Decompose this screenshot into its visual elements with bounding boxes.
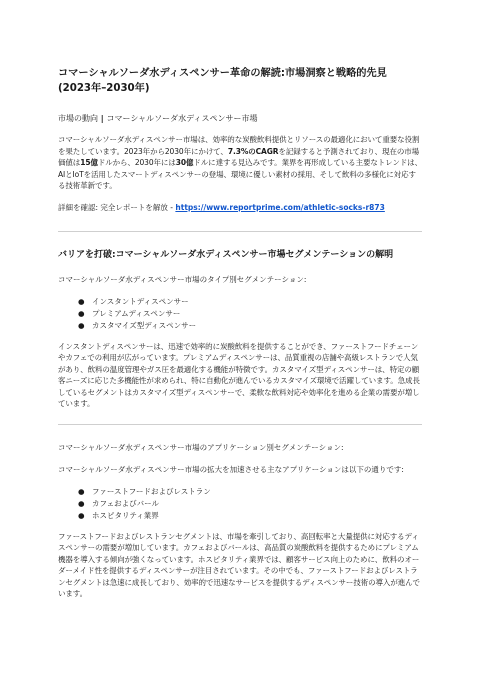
intro-text-3: ドルから、2030年には (97, 158, 176, 167)
page-title: コマーシャルソーダ水ディスペンサー革命の解読:市場洞察と戦略的先見 (2023年–2030年) (58, 68, 387, 94)
segmentation-section-title: バリアを打破:コマーシャルソーダ水ディスペンサー市場セグメンテーションの解明 (58, 249, 394, 260)
list-item-label: インスタントディスペンサー (92, 296, 189, 306)
bullet-icon: ● (78, 320, 85, 330)
list-item-label: カフェおよびバール (92, 498, 159, 508)
heading-separator: | (98, 114, 107, 123)
list-item (78, 486, 422, 498)
bullet-icon: ● (78, 510, 85, 520)
bullet-icon: ● (78, 498, 85, 508)
intro-cagr: 7.3%のCAGR (227, 146, 279, 156)
details-line (58, 202, 422, 213)
application-list (58, 486, 422, 522)
intro-current-value: 15億 (80, 158, 98, 167)
type-list (58, 296, 422, 332)
list-item (78, 308, 422, 320)
heading-part-1: 市場の動向 (58, 114, 98, 123)
market-heading (58, 113, 422, 124)
intro-future-value: 30億 (175, 158, 194, 167)
list-item-label: ホスピタリティ業界 (92, 510, 159, 520)
bullet-icon: ● (78, 296, 85, 306)
list-item (78, 498, 422, 510)
list-item-label: カスタマイズ型ディスペンサー (92, 320, 197, 330)
bullet-icon: ● (78, 486, 85, 496)
bullet-icon: ● (78, 308, 85, 318)
intro-text-4: ドルに達する見込みです。業界を再形成している主要なトレンドは、AIとIoTを活用したスマートディスペンサーの登場、環境に優しい素材の採用、そして飲料の多様化に対応する技術革新です。 (58, 158, 422, 190)
list-item-label: ファーストフードおよびレストラン (92, 486, 211, 496)
list-item (78, 296, 422, 308)
report-link[interactable]: https://www.reportprime.com/athletic-socks-r873 (175, 202, 385, 212)
type-segmentation-subtitle: コマーシャルソーダ水ディスペンサー市場のタイプ別セグメンテーション: (58, 274, 307, 284)
application-paragraph: ファーストフードおよびレストランセグメントは、市場を牽引しており、高回転率と大量提供に対応するディスペンサーの需要が増加しています。カフェおよびバールは、高品質の炭酸飲料を提供するためにプレミアム機器を導入する傾向が強くなっています。ホスピタリティ業界では、顧客サービス向上のために、飲料のオーダーメイド性を提供するディスペンサーが注目されています。その中でも、ファーストフードおよびレストランセグメントは急速に成長しており、効率的で迅速なサービスを提供するディスペンサー技術の導入が進んでいます。 (58, 531, 420, 598)
list-item (78, 320, 422, 332)
list-item (78, 510, 422, 522)
application-section-title: コマーシャルソーダ水ディスペンサー市場のアプリケーション別セグメンテーション: (58, 442, 344, 452)
divider (58, 424, 422, 425)
list-item-label: プレミアムディスペンサー (92, 308, 181, 318)
heading-part-2: コマーシャルソーダ水ディスペンサー市場 (106, 114, 258, 123)
type-paragraph: インスタントディスペンサーは、迅速で効率的に炭酸飲料を提供することができ、ファーストフードチェーンやカフェでの利用が広がっています。プレミアムディスペンサーは、品質重視の店舗や高級レストランで人気があり、飲料の温度管理やガス圧を最適化する機能が特徴です。カスタマイズ型ディスペンサーは、特定の顧客ニーズに応じた多機能性が求められ、特に自動化が進んでいるカスタマイズ環境で活躍しています。急成長しているセグメントはカスタマイズ型ディスペンサーで、柔軟な飲料対応や効率化を進める企業の需要が増しています。 (58, 341, 420, 408)
intro-paragraph (58, 134, 422, 192)
details-label: 詳細を確認: 完全レポートを解放 - (58, 202, 176, 212)
intro-text-2: を記録すると予測されており、現在の市場価値は (58, 146, 420, 167)
intro-text-1: コマーシャルソーダ水ディスペンサー市場は、効率的な炭酸飲料提供とリソースの最適化において重要な役割を果たしています。2023年から2030年にかけて、 (58, 135, 420, 156)
divider (58, 231, 422, 232)
application-subtitle: コマーシャルソーダ水ディスペンサー市場の拡大を加速させる主なアプリケーションは以下の通りです: (58, 464, 404, 474)
